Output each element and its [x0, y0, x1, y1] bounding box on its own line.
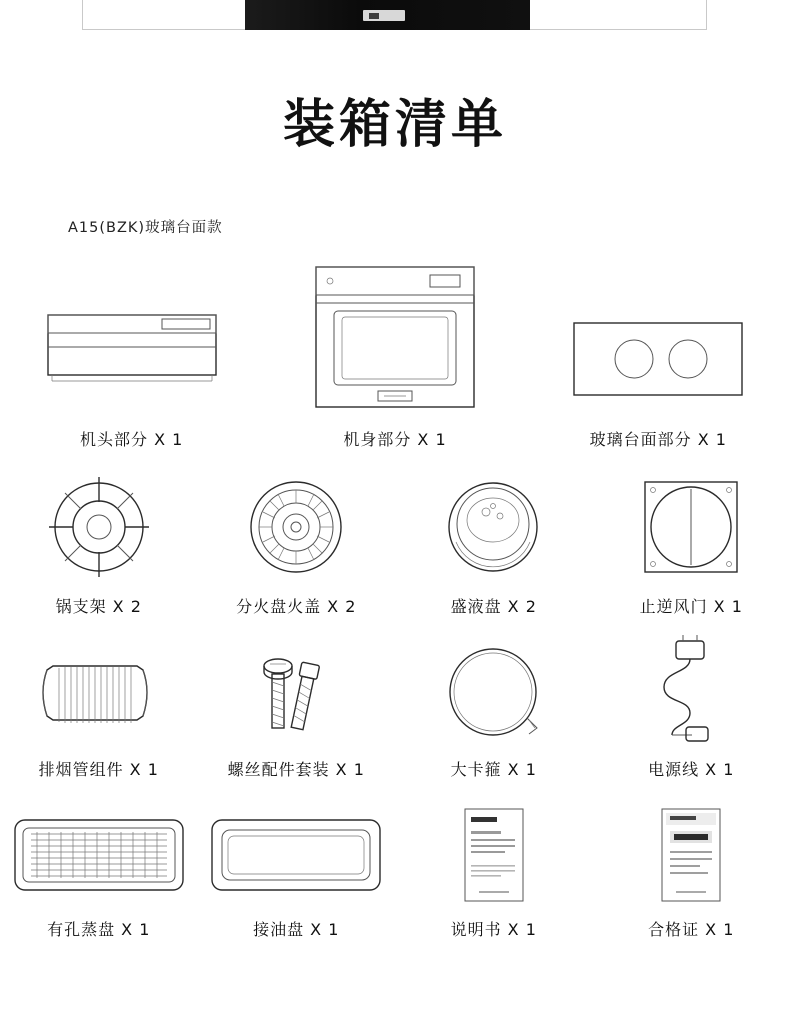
glass-cooktop-icon [566, 305, 751, 415]
items-row-3 [0, 625, 790, 780]
item-caption: 盛液盘 X 2 [450, 597, 537, 616]
item-oil-drip-pan [198, 785, 396, 940]
manual-booklet-icon [449, 805, 539, 905]
item-manual-booklet [395, 785, 593, 940]
item-power-cord [593, 625, 790, 780]
item-burner-cap [198, 462, 396, 617]
item-caption: 螺丝配件套装 X 1 [227, 760, 365, 779]
range-hood-head-icon [42, 275, 222, 415]
burner-cap-icon [236, 472, 356, 582]
item-caption: 接油盘 X 1 [253, 920, 340, 939]
item-drip-tray [395, 462, 593, 617]
perforated-steam-tray-icon [9, 810, 189, 905]
item-caption: 分火盘火盖 X 2 [236, 597, 357, 616]
certificate-icon [646, 805, 736, 905]
item-glass-cooktop [527, 240, 790, 450]
item-check-valve [593, 462, 790, 617]
item-exhaust-duct [0, 625, 198, 780]
oven-body-icon [300, 255, 490, 415]
item-pot-stand [0, 462, 198, 617]
item-screw-kit [198, 625, 396, 780]
item-caption: 机头部分 X 1 [80, 430, 184, 449]
item-caption: 说明书 X 1 [450, 920, 537, 939]
item-caption: 止逆风门 X 1 [639, 597, 743, 616]
item-certificate [593, 785, 790, 940]
item-caption: 玻璃台面部分 X 1 [589, 430, 727, 449]
item-caption: 排烟管组件 X 1 [38, 760, 159, 779]
power-cord-icon [636, 635, 746, 745]
item-caption: 锅支架 X 2 [55, 597, 142, 616]
item-caption: 机身部分 X 1 [343, 430, 447, 449]
oil-drip-pan-icon [206, 810, 386, 905]
large-clamp-icon [439, 640, 549, 745]
items-row-4 [0, 785, 790, 940]
item-caption: 合格证 X 1 [648, 920, 735, 939]
item-large-clamp [395, 625, 593, 780]
screw-kit-icon [236, 640, 356, 745]
item-caption: 电源线 X 1 [648, 760, 735, 779]
item-caption: 有孔蒸盘 X 1 [47, 920, 151, 939]
items-row-1 [0, 240, 790, 450]
check-valve-icon [631, 472, 751, 582]
item-oven-body [263, 240, 526, 450]
item-range-hood-head [0, 240, 263, 450]
items-row-2 [0, 462, 790, 617]
page-title: 装箱清单 [282, 95, 507, 155]
drip-tray-icon [436, 472, 551, 582]
model-label: A15(BZK)玻璃台面款 [68, 220, 223, 236]
item-perforated-steam-tray [0, 785, 198, 940]
banner-dark-panel [245, 0, 530, 30]
exhaust-duct-icon [29, 640, 169, 745]
pot-stand-icon [39, 472, 159, 582]
item-caption: 大卡箍 X 1 [450, 760, 537, 779]
product-photo-banner [0, 0, 790, 36]
